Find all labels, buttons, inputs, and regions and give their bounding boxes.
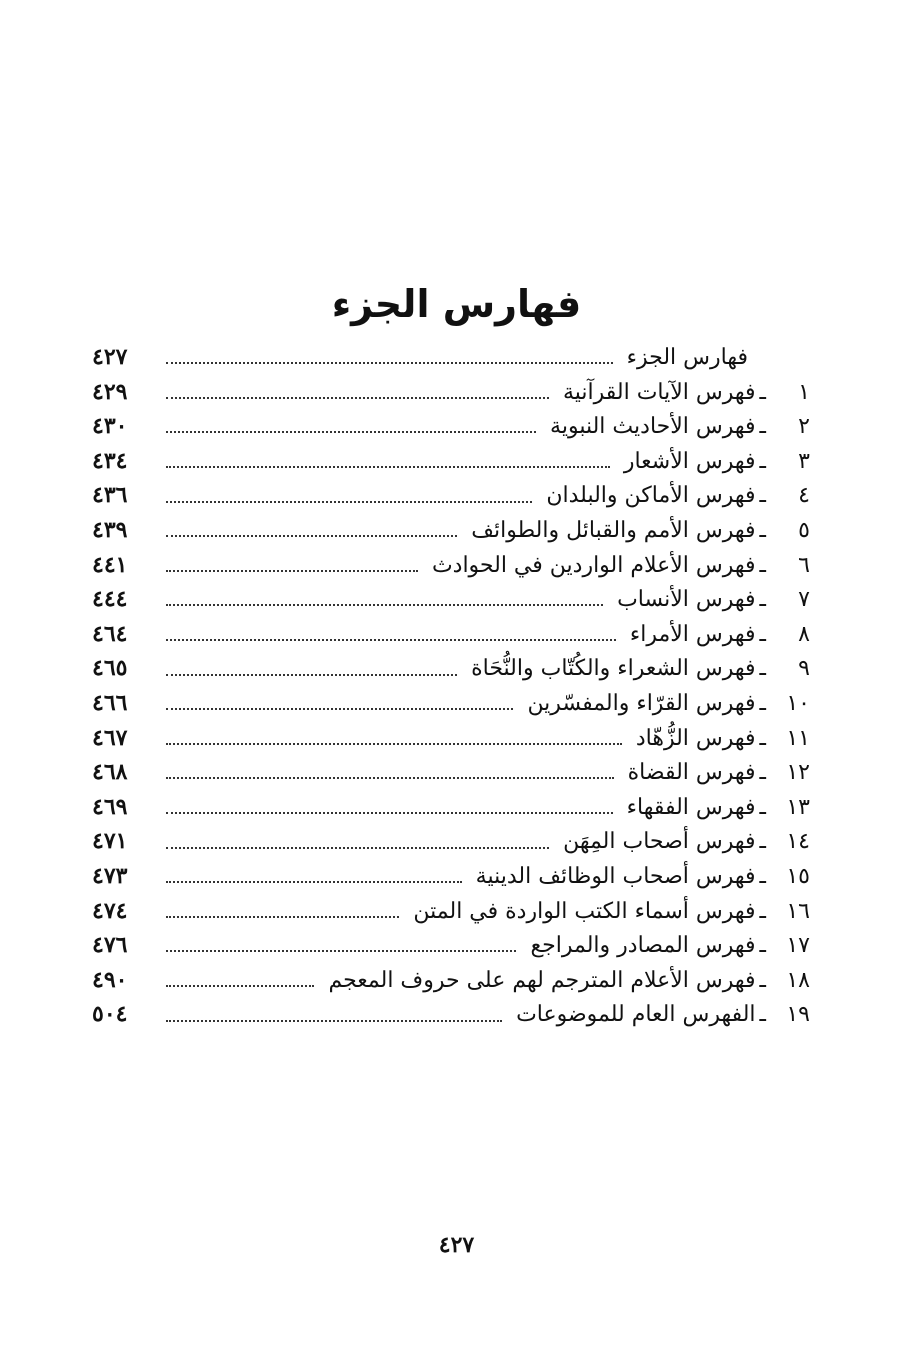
entry-number: ١٤ [786,829,810,855]
entry-number: ١٣ [786,794,810,820]
dot-leader [166,1020,502,1022]
toc-entry [92,721,810,756]
page-number: ٤٢٧ [438,1232,475,1258]
entry-label: الفهرس العام للموضوعات [516,1002,756,1028]
toc-entry [92,340,810,375]
entry-number: ١٢ [786,760,810,786]
entry-number: ٢ [798,414,810,440]
entry-number: ١٧ [786,933,810,959]
dot-leader [166,362,613,364]
entry-separator: ـ [759,656,766,682]
entry-label: فهرس الشعراء والكُتّاب والنُّحَاة [471,656,756,682]
dot-leader [166,501,532,503]
dot-leader [166,985,314,987]
entry-label: فهرس أصحاب الوظائف الدينية [475,863,756,889]
dot-leader [166,881,462,883]
entry-label: فهرس الأحاديث النبوية [550,414,756,440]
entry-separator: ـ [759,414,766,440]
entry-label: فهرس أسماء الكتب الواردة في المتن [413,898,756,924]
page-title: فهارس الجزء [331,282,582,326]
toc-entry [92,548,810,583]
dot-leader [166,397,549,399]
entry-separator: ـ [759,933,766,959]
entry-separator: ـ [759,760,766,786]
toc-entry [92,375,810,410]
entry-number: ١ [798,379,810,405]
entry-separator: ـ [759,898,766,924]
entry-separator: ـ [759,967,766,993]
toc-entry [92,513,810,548]
entry-page-number: ٤٢٧ [92,344,128,370]
toc-entry [92,582,810,617]
entry-page-number: ٤٦٨ [92,759,128,786]
dot-leader [166,950,516,952]
entry-label: فهرس الزُّهّاد [635,725,756,751]
entry-separator: ـ [759,621,766,647]
entry-page-number: ٤٦٥ [92,655,128,682]
entry-label: فهرس الأشعار [623,448,756,474]
entry-page-number: ٤٣٦ [92,482,128,509]
entry-page-number: ٤٤٤ [92,586,128,613]
table-of-contents [92,340,810,1032]
dot-leader [166,916,399,918]
toc-entry [92,755,810,790]
entry-separator: ـ [759,863,766,889]
toc-entry [92,894,810,929]
toc-entry [92,824,810,859]
entry-label: فهرس الأماكن والبلدان [546,483,756,509]
dot-leader [166,674,457,676]
dot-leader [166,708,513,710]
entry-separator: ـ [759,448,766,474]
entry-page-number: ٤٩٠ [92,966,128,993]
entry-number: ٥ [798,517,810,543]
entry-number: ١٥ [786,863,810,889]
entry-label: فهرس الأمراء [629,621,756,647]
entry-page-number: ٤٣٩ [92,516,128,543]
entry-separator: ـ [759,552,766,578]
entry-number: ١١ [786,725,810,751]
entry-label: فهرس الآيات القرآنية [562,379,756,405]
entry-number: ١٩ [786,1002,810,1028]
entry-number: ٧ [798,587,810,613]
entry-separator: ـ [759,587,766,613]
entry-number: ٤ [798,483,810,509]
toc-entry [92,617,810,652]
toc-entry [92,963,810,998]
entry-label: فهرس الفقهاء [626,794,756,820]
entry-separator: ـ [759,517,766,543]
dot-leader [166,570,418,572]
toc-entry [92,859,810,894]
entry-number: ٦ [798,552,810,578]
entry-label: فهرس الأعلام المترجم لهم على حروف المعجم [328,967,756,993]
entry-label: فهرس أصحاب المِهَن [563,829,756,855]
entry-number: ٣ [798,448,810,474]
dot-leader [166,604,603,606]
entry-number: ١٦ [786,898,810,924]
entry-page-number: ٤٢٩ [92,378,128,405]
entry-separator: ـ [759,829,766,855]
dot-leader [166,535,457,537]
toc-entry [92,409,810,444]
entry-label: فهرس الأنساب [617,587,756,613]
entry-page-number: ٤٣٤ [92,447,128,474]
entry-separator: ـ [759,483,766,509]
entry-label: فهرس الأعلام الواردين في الحوادث [431,552,756,578]
entry-label: فهرس القرّاء والمفسّرين [527,690,756,716]
entry-page-number: ٤٧١ [92,828,128,855]
toc-entry [92,651,810,686]
entry-number: ٩ [798,656,810,682]
entry-separator: ـ [759,1002,766,1028]
entry-page-number: ٤٦٦ [92,689,128,716]
entry-page-number: ٤٦٧ [92,724,128,751]
dot-leader [166,466,610,468]
toc-entry [92,478,810,513]
entry-page-number: ٤٧٤ [92,897,128,924]
entry-label: فهرس المصادر والمراجع [530,933,756,959]
dot-leader [166,847,549,849]
entry-label: فهارس الجزء [626,345,748,370]
toc-entry [92,444,810,479]
entry-page-number: ٤٣٠ [92,413,128,440]
entry-separator: ـ [759,690,766,716]
dot-leader [166,777,614,779]
entry-label: فهرس القضاة [627,760,756,786]
toc-entry [92,686,810,721]
toc-entry [92,997,810,1032]
toc-entry [92,790,810,825]
toc-entry [92,928,810,963]
dot-leader [166,812,613,814]
entry-page-number: ٤٦٤ [92,620,128,647]
entry-separator: ـ [759,379,766,405]
entry-page-number: ٥٠٤ [92,1001,128,1028]
dot-leader [166,431,536,433]
entry-label: فهرس الأمم والقبائل والطوائف [471,517,756,543]
dot-leader [166,743,622,745]
entry-separator: ـ [759,725,766,751]
entry-number: ١٠ [786,690,810,716]
dot-leader [166,639,616,641]
entry-page-number: ٤٧٣ [92,862,128,889]
entry-number: ١٨ [786,967,810,993]
entry-page-number: ٤٦٩ [92,793,128,820]
entry-page-number: ٤٧٦ [92,932,128,959]
entry-page-number: ٤٤١ [92,551,128,578]
entry-number: ٨ [798,621,810,647]
entry-separator: ـ [759,794,766,820]
